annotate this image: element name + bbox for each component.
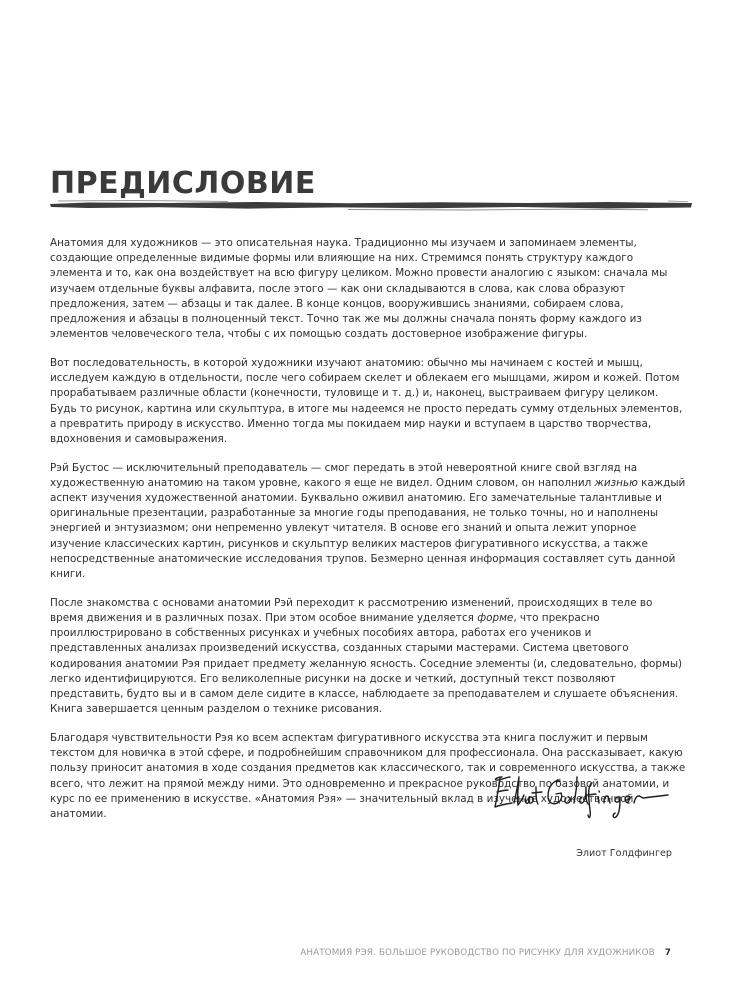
foreword-body: [50, 236, 686, 836]
paragraph: [50, 356, 686, 447]
page-footer: [300, 948, 671, 958]
emphasis-text: жизнью: [594, 476, 638, 489]
page-number: 7: [664, 948, 671, 958]
brush-stroke-divider: [48, 198, 694, 212]
paragraph: [50, 596, 686, 718]
text-run: , что прекрасно проиллюстрировано в собственных рисунках и учебных пособиях автора, работах его учеников и представленных анализах произведений искусства, созданных старыми мастерами. Система цветового кодирования анатомии Рэя придает предмету желанную ясность. Соседние элементы (и, следовательно, формы) легко идентифицируются. Его великолепные рисунки на доске и четкий, доступный текст позволяют представить, будто вы и в самом деле сидите в классе, наблюдаете за преподавателем и слушаете объяснения. Книга завершается ценным разделом о технике рисования.: [50, 611, 683, 716]
paragraph: [50, 236, 686, 342]
handwritten-signature: [488, 765, 678, 825]
paragraph: [50, 461, 686, 583]
text-run: Анатомия для художников — это описательная наука. Традиционно мы изучаем и запоминаем элементы, создающие определенные видимые формы или влияющие на них. Стремимся понять структуру каждого элемента и то, как она воздействует на всю фигуру целиком. Можно провести аналогию с языком: сначала мы изучаем отдельные буквы алфавита, после этого — как они складываются в слова, как слова образуют предложения, затем — абзацы и так далее. В конце концов, вооружившись знаниями, собираем слова, предложения и абзацы в полноценный текст. Точно так же мы должны сначала понять форму каждого из элементов человеческого тела, чтобы с их помощью создать достоверное изображение фигуры.: [50, 237, 668, 341]
text-run: Рэй Бустос — исключительный преподаватель — смог передать в этой невероятной книге свой взгляд на художественную анатомию на таком уровне, какого я еще не видел. Одним словом, он наполнил: [50, 461, 638, 489]
text-run: каждый аспект изучения художественной анатомии. Буквально оживил анатомию. Его замечательные талантливые и оригинальные презентации, разработанные за многие годы преподавания, не только точны, но и наполнены энергией и энтузиазмом; они непременно увлекут читателя. В основе его знаний и опыта лежит упорное изучение классических картин, рисунков и скульптур великих мастеров фигуративного искусства, а также непосредственные анатомические исследования трупов. Безмерно ценная информация составляет суть данной книги.: [50, 476, 686, 581]
emphasis-text: форме: [477, 611, 514, 624]
running-title: АНАТОМИЯ РЭЯ. БОЛЬШОЕ РУКОВОДСТВО ПО РИСУНКУ ДЛЯ ХУДОЖНИКОВ: [300, 948, 655, 958]
text-run: Благодаря чувствительности Рэя ко всем аспектам фигуративного искусства эта книга послужит и первым текстом для новичка в этой сфере, и подробнейшим справочником для профессионала. Она рассказывает, какую пользу приносит анатомия в ходе создания предметов как классического, так и современного искусства, а также всего, что лежит на прямой между ними. Это одновременно и прекрасное руководство по базовой анатомии, и курс по ее применению в искусстве. «Анатомия Рэя» — значительный вклад в изучение художественной анатомии.: [50, 731, 686, 820]
signer-name: Элиот Голдфингер: [576, 848, 672, 859]
text-run: Вот последовательность, в которой художники изучают анатомию: обычно мы начинаем с костей и мышц, исследуем каждую в отдельности, после чего собираем скелет и облекаем его мышцами, жиром и кожей. Потом прорабатываем различные области (конечности, туловище и т. д.) и, наконец, выстраиваем фигуру целиком. Будь то рисунок, картина или скульптура, в итоге мы надеемся не просто передать сумму отдельных элементов, а превратить природу в искусство. Именно тогда мы покидаем мир науки и вступаем в царство творчества, вдохновения и самовыражения.: [50, 356, 683, 445]
page-title: ПРЕДИСЛОВИЕ: [50, 166, 316, 201]
text-run: После знакомства с основами анатомии Рэй переходит к рассмотрению изменений, происходящих в теле во время движения и в различных позах. При этом особое внимание уделяется: [50, 596, 653, 624]
